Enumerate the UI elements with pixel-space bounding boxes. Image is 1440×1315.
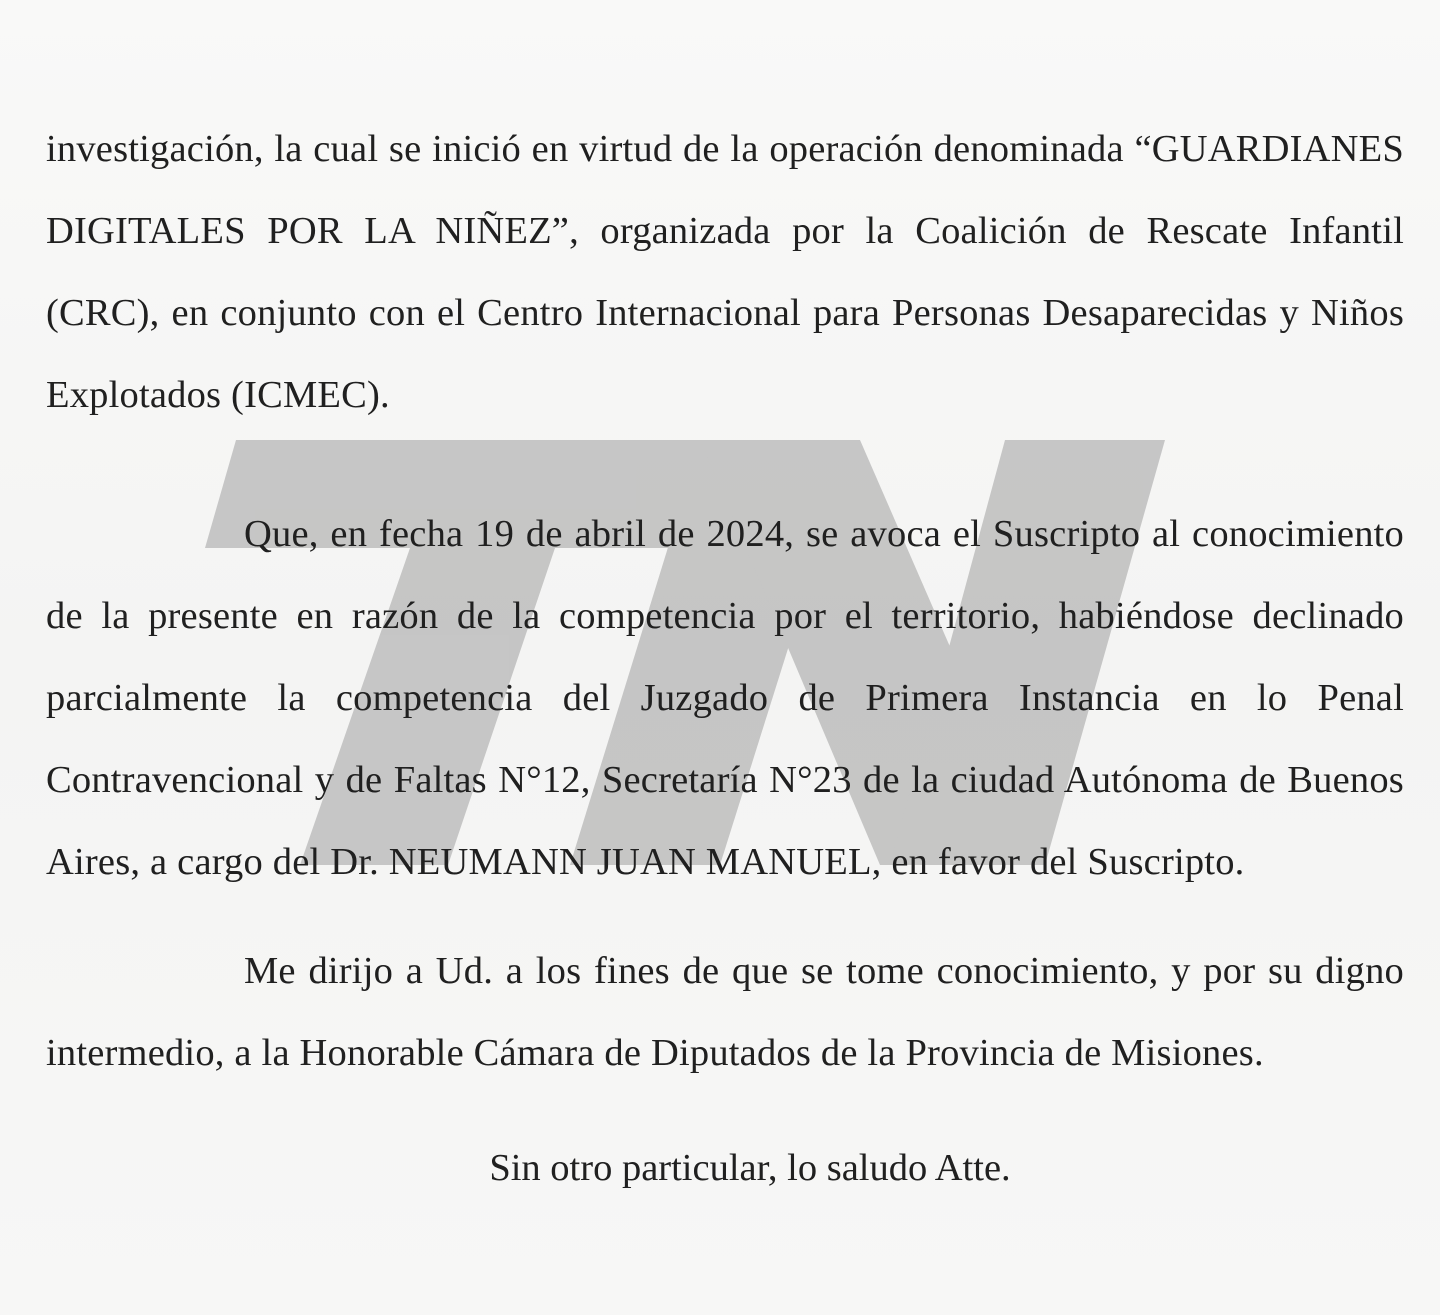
paragraph-avocacion: Que, en fecha 19 de abril de 2024, se avoca el Suscripto al conocimiento de la presente en razón de la competencia por el territorio, habiéndose declinado parcialmente la competencia del Juzgado de Primera Instancia en lo Penal Contravencional y de Faltas N°12, Secretaría N°23 de la ciudad Autónoma de Buenos Aires, a cargo del Dr. NEUMANN JUAN MANUEL, en favor del Suscripto. (46, 513, 1404, 883)
paragraph-investigacion: investigación, la cual se inició en virtud de la operación denominada “GUARDIANES DIGITALES POR LA NIÑEZ”, organizada por la Coalición de Rescate Infantil (CRC), en conjunto con el Centro Internacional para Personas Desaparecidas y Niños Explotados (ICMEC). (46, 128, 1404, 416)
closing-salutation: Sin otro particular, lo saludo Atte. (489, 1147, 1011, 1189)
paragraph-conocimiento: Me dirijo a Ud. a los fines de que se tome conocimiento, y por su digno intermedio, a la Honorable Cámara de Diputados de la Provincia de Misiones. (46, 950, 1404, 1074)
